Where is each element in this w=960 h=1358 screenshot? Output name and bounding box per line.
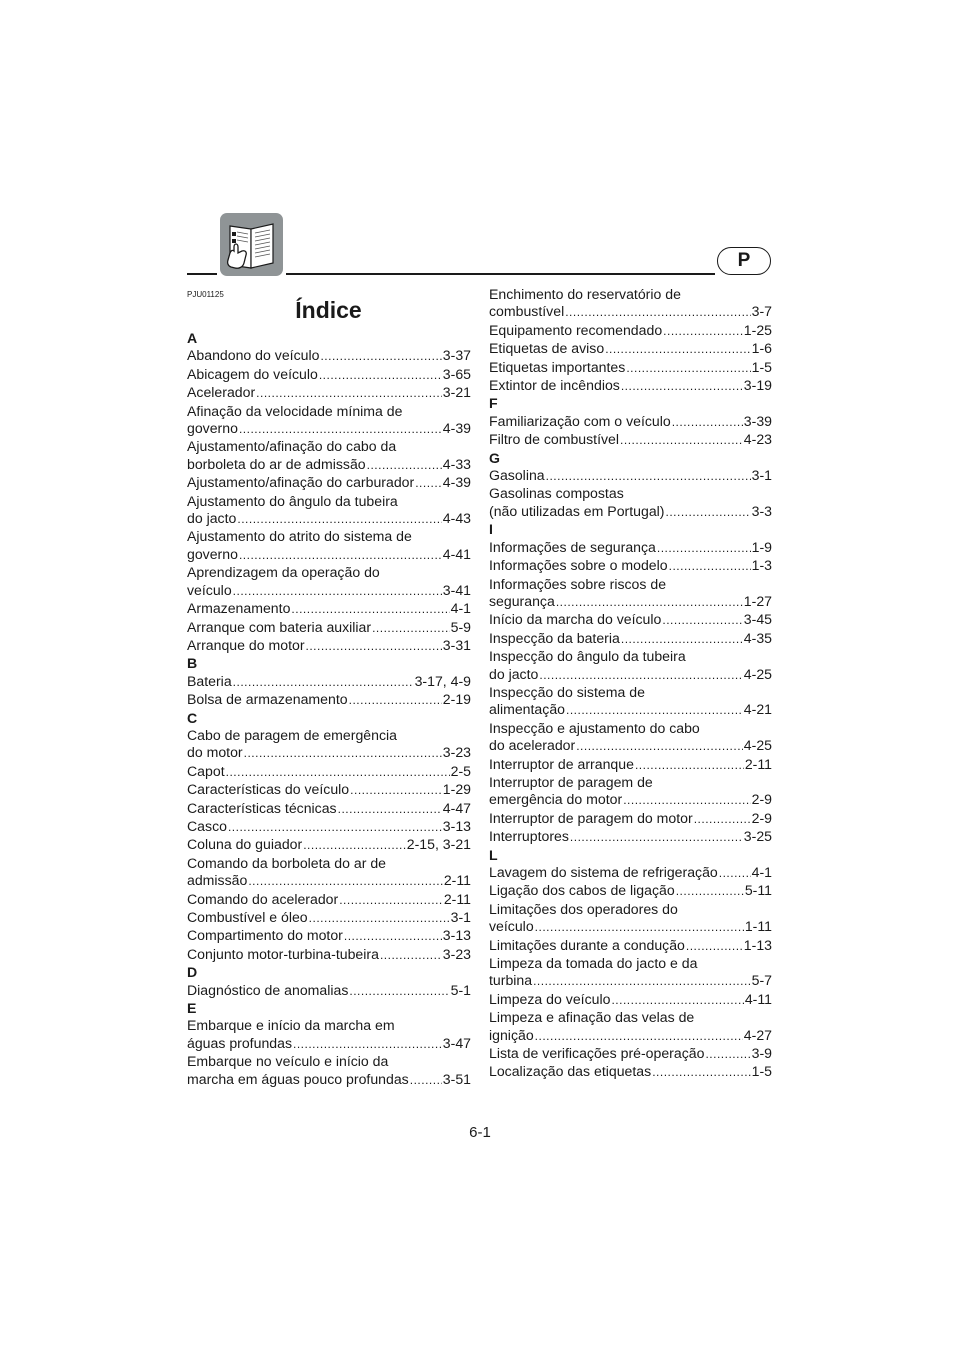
index-entry-page: 1-9 [751, 538, 772, 555]
index-letter-heading: D [187, 964, 198, 981]
index-entry-page: 3-13 [442, 927, 471, 944]
index-entry-name: borboleta do ar de admissão [187, 455, 366, 472]
dot-leader [576, 738, 743, 755]
index-entry-name: do motor [187, 744, 243, 761]
index-entry-text: Ajustamento do atrito do sistema de [187, 528, 412, 545]
page-number: 6-1 [469, 1124, 491, 1141]
index-entry-name: Extintor de incêndios [489, 377, 620, 394]
index-entry-page: 2-9 [751, 791, 772, 808]
index-entry-page: 4-41 [442, 545, 471, 562]
index-entry-name: combustível [489, 303, 565, 320]
index-entry [489, 791, 772, 809]
index-letter-heading: G [489, 449, 500, 466]
index-entry-page: 3-1 [450, 909, 471, 925]
index-entry-page: 4-27 [743, 1026, 772, 1043]
header-rule-right [286, 273, 715, 275]
index-entry-name: Características técnicas [187, 799, 337, 816]
index-entry [489, 864, 772, 882]
index-entry-page: 3-39 [743, 412, 772, 429]
index-entry-page: 1-5 [751, 1063, 772, 1080]
index-entry-name: do jacto [187, 510, 237, 527]
index-entry [489, 666, 772, 684]
index-entry [187, 946, 471, 964]
index-entry-name: Equipamento recomendado [489, 321, 663, 338]
index-entry-page: 4-25 [743, 665, 772, 682]
index-entry-name: veículo [489, 918, 534, 935]
index-entry-page: 3-47 [442, 1034, 471, 1051]
dot-leader [611, 992, 743, 1009]
dot-leader [344, 928, 442, 945]
index-entry [489, 557, 772, 575]
index-entry-name: Capot [187, 762, 225, 779]
index-entry-name: Características do veículo [187, 781, 350, 798]
index-entry-name: águas profundas [187, 1034, 293, 1051]
dot-leader [239, 421, 442, 438]
dot-leader [291, 601, 449, 618]
index-entry-name: alimentação [489, 701, 565, 718]
index-letter-heading: F [489, 395, 498, 412]
index-entry-text: Ajustamento/afinação do cabo da [187, 438, 397, 455]
dot-leader [239, 547, 442, 564]
dot-leader [621, 378, 743, 395]
dot-leader [626, 360, 750, 377]
index-entry [489, 1027, 772, 1045]
index-entry [489, 503, 772, 521]
index-entry-page: 3-37 [442, 347, 471, 364]
index-entry-name: Informações sobre o modelo [489, 557, 668, 574]
dot-leader [338, 801, 442, 818]
index-entry [187, 691, 471, 709]
index-entry [489, 431, 772, 449]
index-entry [489, 611, 772, 629]
dot-leader [339, 892, 443, 909]
index-entry-name: Acelerador [187, 384, 256, 401]
index-entry [489, 737, 772, 755]
index-entry-name: Localização das etiquetas [489, 1063, 652, 1080]
index-entry-page: 2-15, 3-21 [406, 836, 471, 853]
dot-leader [244, 745, 442, 762]
index-column-right [489, 286, 772, 1082]
index-entry-name: Interruptores [489, 828, 569, 845]
index-entry-page: 4-43 [442, 510, 471, 527]
dot-leader [662, 612, 742, 629]
dot-leader [672, 414, 743, 431]
index-entry [187, 800, 471, 818]
index-entry-page: 2-9 [751, 809, 772, 826]
index-entry-page: 3-17, 4-9 [414, 672, 471, 689]
index-entry-page: 3-13 [442, 817, 471, 834]
index-entry [187, 673, 471, 691]
dot-leader [663, 323, 743, 340]
index-entry-page: 4-35 [743, 629, 772, 646]
dot-leader [565, 304, 750, 321]
index-entry [187, 818, 471, 836]
index-letter-heading: L [489, 846, 498, 863]
index-entry [187, 582, 471, 600]
dot-leader [535, 1028, 743, 1045]
dot-leader [319, 367, 442, 384]
dot-leader [226, 764, 450, 781]
index-entry-text: Comando da borboleta do ar de [187, 854, 387, 871]
index-entry-page: 5-1 [450, 981, 471, 998]
dot-leader [546, 468, 751, 485]
index-entry-text: Gasolinas compostas [489, 485, 624, 502]
dot-leader [350, 782, 442, 799]
index-entry-page: 4-47 [442, 799, 471, 816]
index-entry-page: 4-11 [744, 990, 772, 1007]
index-entry-page: 4-23 [743, 431, 772, 448]
dot-leader [228, 819, 442, 836]
index-entry-name: Lista de verificações pré-operação [489, 1045, 705, 1062]
index-entry-text: Afinação da velocidade mínima de [187, 402, 403, 419]
index-entry [489, 882, 772, 900]
dot-leader [410, 1072, 442, 1089]
dot-leader [556, 594, 743, 611]
index-letter-heading: C [187, 709, 198, 726]
index-entry-page: 3-9 [751, 1045, 772, 1062]
index-entry [489, 593, 772, 611]
index-entry-text: Limitações dos operadores do [489, 900, 678, 917]
language-badge: P [717, 247, 771, 275]
dot-leader [237, 511, 441, 528]
index-entry [187, 744, 471, 762]
index-entry [187, 366, 471, 384]
dot-leader [694, 811, 751, 828]
index-entry-name: Armazenamento [187, 600, 291, 617]
index-entry [489, 340, 772, 358]
index-entry-name: Comando do acelerador [187, 890, 339, 907]
dot-leader [372, 620, 450, 637]
index-entry-text: Inspecção do ângulo da tubeira [489, 648, 686, 665]
index-entry-page: 3-21 [442, 384, 471, 401]
index-entry [489, 1063, 772, 1081]
index-entry [187, 891, 471, 909]
index-entry-name: turbina [489, 972, 533, 989]
index-entry [489, 322, 772, 340]
dot-leader [686, 938, 743, 955]
dot-leader [665, 504, 750, 521]
index-letter-heading: A [187, 330, 198, 346]
dot-leader [620, 432, 743, 449]
index-letter-heading: B [187, 655, 198, 672]
index-entry-page: 1-6 [751, 340, 772, 357]
index-entry-text: Informações sobre riscos de [489, 575, 667, 592]
index-entry-page: 4-25 [743, 737, 772, 754]
index-entry-page: 3-45 [743, 611, 772, 628]
index-entry-text: Cabo de paragem de emergência [187, 726, 397, 743]
index-entry-text: Enchimento do reservatório de [489, 286, 681, 302]
index-entry-name: Informações de segurança [489, 538, 656, 555]
dot-leader [652, 1064, 750, 1081]
index-entry-page: 2-19 [442, 691, 471, 708]
index-entry-name: Interruptor de arranque [489, 755, 634, 772]
index-entry-page: 1-5 [751, 358, 772, 375]
index-entry-name: Familiarização com o veículo [489, 412, 671, 429]
dot-leader [309, 910, 450, 927]
index-entry-text: Inspecção do sistema de [489, 683, 645, 700]
index-entry-name: ignição [489, 1026, 534, 1043]
index-entry-name: do jacto [489, 665, 539, 682]
dot-leader [570, 829, 743, 846]
index-entry-name: admissão [187, 872, 248, 889]
dot-leader [539, 667, 742, 684]
dot-leader [349, 692, 442, 709]
index-entry-name: Etiquetas importantes [489, 358, 626, 375]
index-entry [489, 756, 772, 774]
index-entry-page: 2-5 [450, 762, 471, 779]
index-entry [489, 377, 772, 395]
dot-leader [705, 1046, 750, 1063]
index-entry-text: Interruptor de paragem de [489, 773, 653, 790]
dot-leader [535, 919, 744, 936]
index-entry-page: 3-25 [743, 828, 772, 845]
dot-leader [621, 631, 743, 648]
index-entry [187, 982, 471, 1000]
index-entry-page: 3-3 [751, 502, 772, 519]
dot-leader [303, 837, 406, 854]
index-entry [489, 539, 772, 557]
index-column-left [187, 330, 471, 1089]
index-entry [489, 937, 772, 955]
index-entry-name: Limitações durante a condução [489, 936, 685, 953]
index-entry-page: 1-27 [743, 592, 772, 609]
index-entry-page: 1-25 [743, 321, 772, 338]
index-entry-page: 1-13 [743, 936, 772, 953]
index-entry [187, 909, 471, 927]
index-entry [187, 637, 471, 655]
index-entry [489, 303, 772, 321]
dot-leader [349, 983, 449, 1000]
index-entry-page: 3-51 [442, 1070, 471, 1087]
index-entry-page: 3-1 [751, 467, 772, 484]
index-entry [187, 1035, 471, 1053]
dot-leader [293, 1036, 442, 1053]
index-entry-page: 4-39 [442, 474, 471, 491]
index-entry [489, 467, 772, 485]
index-entry-text: Inspecção e ajustamento do cabo [489, 719, 700, 736]
dot-leader [233, 583, 442, 600]
index-entry-name: Lavagem do sistema de refrigeração [489, 864, 718, 880]
index-entry-text: Ajustamento do ângulo da tubeira [187, 492, 398, 509]
index-entry-page: 3-23 [442, 945, 471, 962]
index-entry-page: 5-7 [751, 972, 772, 989]
index-entry [187, 420, 471, 438]
index-entry-page: 4-33 [442, 455, 471, 472]
index-entry-name: Ajustamento/afinação do carburador [187, 474, 415, 491]
index-entry-name: Bolsa de armazenamento [187, 691, 348, 708]
dot-leader [415, 475, 442, 492]
index-entry-page: 1-3 [751, 557, 772, 574]
index-entry [187, 384, 471, 402]
index-entry [489, 359, 772, 377]
index-entry [187, 763, 471, 781]
index-entry-name: do acelerador [489, 737, 576, 754]
index-entry [187, 927, 471, 945]
dot-leader [233, 674, 414, 691]
index-entry-page: 3-65 [442, 365, 471, 382]
index-entry-name: Limpeza do veículo [489, 990, 611, 1007]
dot-leader [657, 540, 751, 557]
index-entry-name: Compartimento do motor [187, 927, 343, 944]
index-letter-heading: E [187, 1000, 197, 1017]
index-entry-text: Embarque no veículo e início da [187, 1053, 389, 1070]
index-entry-name: marcha em águas pouco profundas [187, 1070, 409, 1087]
index-entry [187, 781, 471, 799]
index-entry-page: 5-9 [450, 618, 471, 635]
dot-leader [623, 792, 750, 809]
index-entry-name: Bateria [187, 672, 232, 689]
index-entry-name: Filtro de combustível [489, 431, 620, 448]
index-entry-text: Limpeza e afinação das velas de [489, 1009, 695, 1026]
index-entry-text: Embarque e início da marcha em [187, 1017, 395, 1034]
index-entry-name: Etiquetas de aviso [489, 340, 605, 357]
index-entry [187, 474, 471, 492]
dot-leader [367, 457, 442, 474]
index-entry-page: 3-7 [751, 303, 772, 320]
index-entry [489, 630, 772, 648]
index-entry [187, 456, 471, 474]
index-entry-name: governo [187, 545, 238, 562]
index-entry [489, 413, 772, 431]
dot-leader [533, 973, 751, 990]
dot-leader [306, 638, 442, 655]
index-entry [187, 1071, 471, 1089]
index-entry [489, 918, 772, 936]
index-entry-page: 3-23 [442, 744, 471, 761]
dot-leader [676, 883, 744, 900]
index-entry-name: emergência do motor [489, 791, 623, 808]
index-entry [187, 619, 471, 637]
index-entry [489, 991, 772, 1009]
index-entry-name: veículo [187, 581, 232, 598]
index-entry-name: Diagnóstico de anomalias [187, 981, 349, 998]
header-rule-left [187, 273, 217, 275]
index-entry-page: 4-39 [442, 420, 471, 437]
index-entry [489, 828, 772, 846]
index-entry-name: Casco [187, 817, 227, 834]
index-entry-name: Ligação dos cabos de ligação [489, 882, 675, 899]
dot-leader [320, 348, 441, 365]
index-entry [489, 810, 772, 828]
index-entry-name: Inspecção da bateria [489, 629, 620, 646]
index-entry [187, 872, 471, 890]
dot-leader [719, 865, 751, 882]
index-entry-page: 4-1 [450, 600, 471, 617]
index-entry [489, 1045, 772, 1063]
index-entry-name: Arranque com bateria auxiliar [187, 618, 372, 635]
index-entry-name: Coluna do guiador [187, 836, 303, 853]
dot-leader [566, 702, 743, 719]
index-entry-name: segurança [489, 592, 555, 609]
index-entry-page: 2-11 [443, 890, 471, 907]
index-entry-page: 4-1 [751, 864, 772, 880]
index-entry-name: Abandono do veículo [187, 347, 320, 364]
index-entry-text: Aprendizagem da operação do [187, 564, 380, 581]
dot-leader [635, 757, 744, 774]
index-entry-page: 4-21 [743, 701, 772, 718]
index-entry-page: 3-41 [442, 581, 471, 598]
dot-leader [248, 873, 443, 890]
index-entry-text: Limpeza da tomada do jacto e da [489, 955, 698, 972]
index-entry-page: 2-11 [744, 755, 772, 772]
dot-leader [669, 558, 751, 575]
index-entry [187, 600, 471, 618]
index-entry-name: Abicagem do veículo [187, 365, 318, 382]
index-entry-name: governo [187, 420, 238, 437]
index-letter-heading: I [489, 521, 493, 538]
index-entry-name: Conjunto motor-turbina-tubeira [187, 945, 379, 962]
index-entry-page: 5-11 [744, 882, 772, 899]
index-entry-name: Arranque do motor [187, 636, 305, 653]
dot-leader [380, 947, 442, 964]
index-entry-name: Combustível e óleo [187, 909, 308, 925]
index-entry [187, 510, 471, 528]
index-entry-page: 1-29 [442, 781, 471, 798]
index-entry-page: 2-11 [443, 872, 471, 889]
index-entry [489, 972, 772, 990]
index-entry-page: 3-31 [442, 636, 471, 653]
dot-leader [256, 385, 442, 402]
index-entry-page: 3-19 [743, 377, 772, 394]
index-entry-name: Gasolina [489, 467, 545, 484]
index-entry-name: Interruptor de paragem do motor [489, 809, 693, 826]
index-entry [489, 701, 772, 719]
index-entry [187, 347, 471, 365]
dot-leader [605, 341, 750, 358]
index-entry-name: (não utilizadas em Portugal) [489, 502, 665, 519]
index-entry-name: Início da marcha do veículo [489, 611, 662, 628]
index-entry-page: 1-11 [744, 918, 772, 935]
index-entry [187, 836, 471, 854]
owner-manual-book-icon [220, 213, 283, 276]
section-code: PJU01125 [187, 290, 224, 299]
page-title: Índice [295, 297, 362, 323]
index-entry [187, 546, 471, 564]
